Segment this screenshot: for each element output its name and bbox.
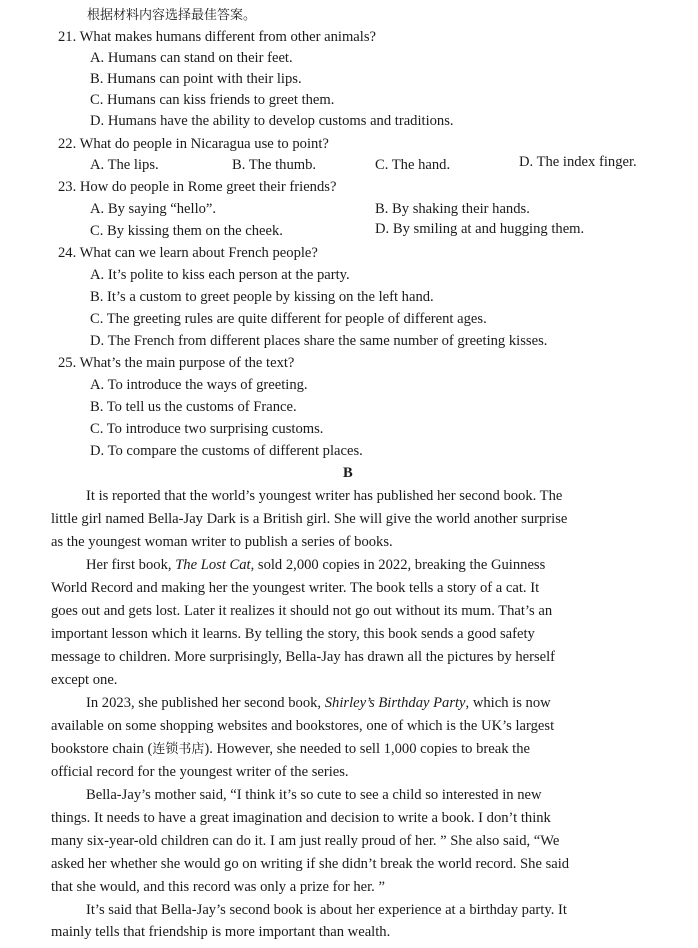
passage-line: mainly tells that friendship is more important than wealth. bbox=[51, 924, 391, 940]
option: A. To introduce the ways of greeting. bbox=[90, 377, 308, 393]
option: B. By shaking their hands. bbox=[375, 201, 530, 217]
question-stem: 24. What can we learn about French people? bbox=[58, 245, 318, 261]
question-stem: 25. What’s the main purpose of the text? bbox=[58, 355, 295, 371]
option: B. To tell us the customs of France. bbox=[90, 399, 297, 415]
passage-line: message to children. More surprisingly, Bella-Jay has drawn all the pictures by herself bbox=[51, 649, 556, 665]
option: C. Humans can kiss friends to greet them. bbox=[90, 92, 335, 108]
option: B. The thumb. bbox=[232, 157, 317, 173]
passage-line: World Record and making her the youngest writer. The book tells a story of a cat. It bbox=[51, 580, 540, 596]
line-segment: bookstore chain ( bbox=[51, 741, 153, 757]
passage-line: as the youngest woman writer to publish a series of books. bbox=[51, 534, 393, 550]
passage-line bbox=[86, 555, 545, 575]
passage-line: except one. bbox=[51, 672, 118, 688]
chinese-gloss: 连锁书店 bbox=[152, 742, 205, 757]
line-segment: ). However, she needed to sell 1,000 copies to break the bbox=[204, 741, 530, 757]
line-segment: , sold 2,000 copies in 2022, breaking the Guinness bbox=[250, 557, 546, 573]
option: C. By kissing them on the cheek. bbox=[90, 223, 283, 239]
line-segment: In 2023, she published her second book, bbox=[86, 695, 322, 711]
option: D. The French from different places share the same number of greeting kisses. bbox=[90, 333, 548, 349]
passage-line bbox=[51, 739, 530, 760]
option: D. The index finger. bbox=[519, 154, 637, 170]
passage-line: important lesson which it learns. By telling the story, this book sends a good safety bbox=[51, 626, 535, 642]
book-title: Shirley’s Birthday Party bbox=[324, 695, 466, 711]
passage-line: many six-year-old children can do it. I am just really proud of her. ” She also said, “We bbox=[51, 833, 560, 849]
instruction: 根据材料内容选择最佳答案。 bbox=[87, 8, 257, 23]
option: A. By saying “hello”. bbox=[90, 201, 217, 217]
passage-heading: B bbox=[343, 465, 353, 481]
passage-line: things. It needs to have a great imagination and decision to write a book. I don’t think bbox=[51, 810, 551, 826]
option: B. Humans can point with their lips. bbox=[90, 71, 302, 87]
line-segment: Her first book, bbox=[86, 557, 172, 573]
passage-line: It’s said that Bella-Jay’s second book is about her experience at a birthday party. It bbox=[86, 902, 567, 918]
passage-line: available on some shopping websites and bookstores, one of which is the UK’s largest bbox=[51, 718, 555, 734]
option: A. The lips. bbox=[90, 157, 159, 173]
option: C. The hand. bbox=[375, 157, 451, 173]
option: A. Humans can stand on their feet. bbox=[90, 50, 293, 66]
question-stem: 21. What makes humans different from other animals? bbox=[58, 29, 376, 45]
option: C. The greeting rules are quite different for people of different ages. bbox=[90, 311, 487, 327]
question-stem: 22. What do people in Nicaragua use to point? bbox=[58, 136, 329, 152]
option: C. To introduce two surprising customs. bbox=[90, 421, 324, 437]
option: D. To compare the customs of different places. bbox=[90, 443, 363, 459]
option: B. It’s a custom to greet people by kissing on the left hand. bbox=[90, 289, 434, 305]
passage-line: It is reported that the world’s youngest writer has published her second book. The bbox=[86, 488, 563, 504]
passage-line: Bella-Jay’s mother said, “I think it’s so cute to see a child so interested in new bbox=[86, 787, 542, 803]
passage-line: official record for the youngest writer of the series. bbox=[51, 764, 349, 780]
option: D. Humans have the ability to develop customs and traditions. bbox=[90, 113, 454, 129]
passage-line: goes out and gets lost. Later it realizes it should not go out without its mum. That’s an bbox=[51, 603, 553, 619]
passage-line: asked her whether she would go on writing if she didn’t break the world record. She said bbox=[51, 856, 570, 872]
passage-line: that she would, and this record was only a prize for her. ” bbox=[51, 879, 385, 895]
option: A. It’s polite to kiss each person at the party. bbox=[90, 267, 350, 283]
line-segment: , which is now bbox=[465, 695, 551, 711]
passage-line bbox=[86, 693, 551, 713]
question-stem: 23. How do people in Rome greet their friends? bbox=[58, 179, 337, 195]
book-title: The Lost Cat bbox=[175, 557, 251, 573]
passage-line: little girl named Bella-Jay Dark is a British girl. She will give the world another surprise bbox=[51, 511, 568, 527]
option: D. By smiling at and hugging them. bbox=[375, 221, 585, 237]
